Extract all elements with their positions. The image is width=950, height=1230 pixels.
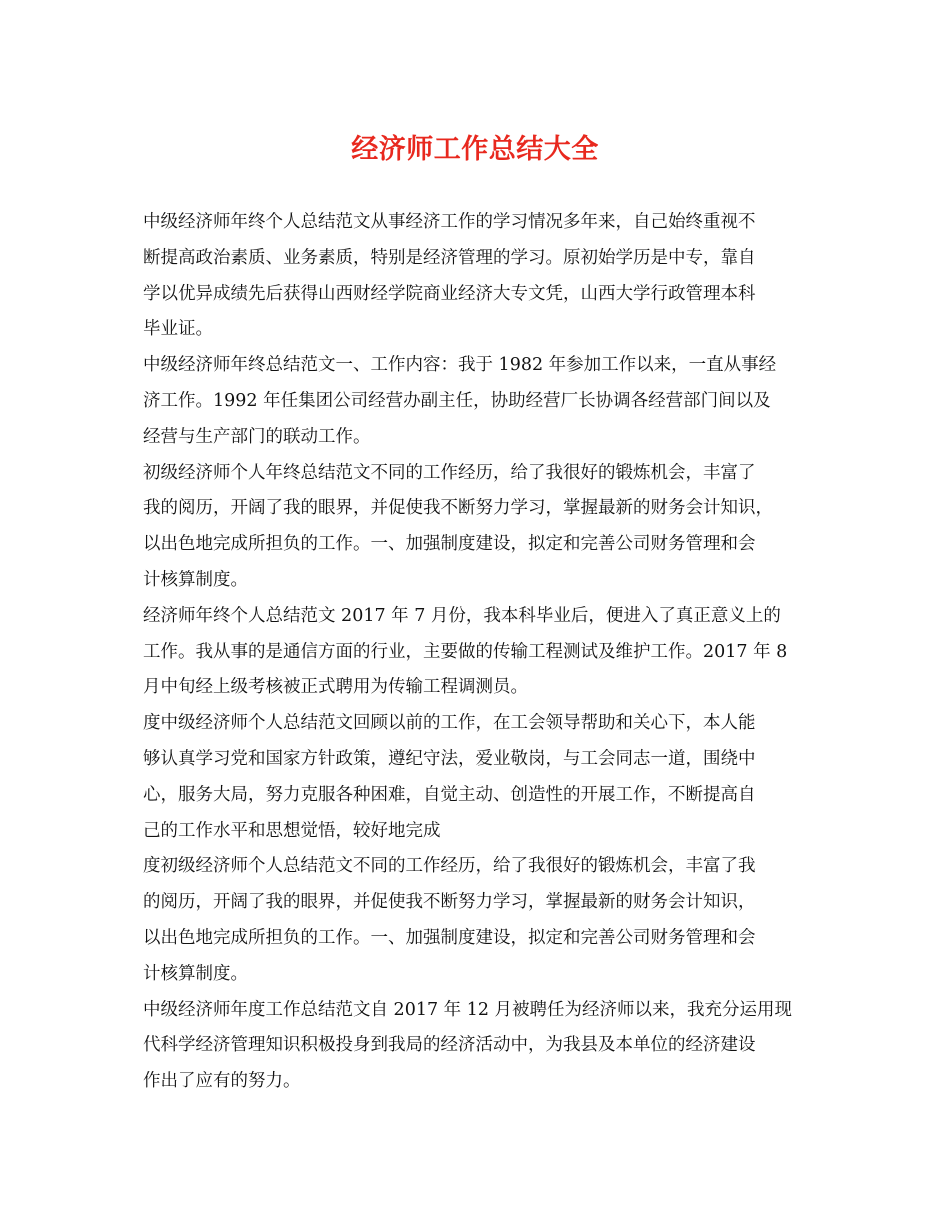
body-line: 经济师年终个人总结范文 2017 年 7 月份，我本科毕业后，便进入了真正意义上的 <box>143 605 781 626</box>
body-line: 断提高政治素质、业务素质，特别是经济管理的学习。原初始学历是中专，靠自 <box>143 247 756 268</box>
body-line: 学以优异成绩先后获得山西财经学院商业经济大专文凭，山西大学行政管理本科 <box>143 283 756 304</box>
body-line: 代科学经济管理知识积极投身到我局的经济活动中，为我县及本单位的经济建设 <box>143 1035 756 1056</box>
document-body <box>143 205 811 1100</box>
body-line: 工作。我从事的是通信方面的行业，主要做的传输工程测试及维护工作。2017 年 8 <box>143 641 788 662</box>
body-line: 度中级经济师个人总结范文回顾以前的工作，在工会领导帮助和关心下，本人能 <box>143 713 756 734</box>
body-line: 心，服务大局，努力克服各种困难，自觉主动、创造性的开展工作，不断提高自 <box>143 784 756 805</box>
body-line: 中级经济师年度工作总结范文自 2017 年 12 月被聘任为经济师以来，我充分运用现 <box>143 999 793 1020</box>
body-line: 的阅历，开阔了我的眼界，并促使我不断努力学习，掌握最新的财务会计知识， <box>143 892 756 913</box>
body-line: 以出色地完成所担负的工作。一、加强制度建设，拟定和完善公司财务管理和会 <box>143 534 756 555</box>
body-line: 够认真学习党和国家方针政策，遵纪守法，爱业敬岗，与工会同志一道，围绕中 <box>143 748 756 769</box>
body-line: 以出色地完成所担负的工作。一、加强制度建设，拟定和完善公司财务管理和会 <box>143 927 756 948</box>
body-line: 作出了应有的努力。 <box>143 1071 301 1092</box>
body-line: 济工作。1992 年任集团公司经营办副主任，协助经营厂长协调各经营部门间以及 <box>143 390 771 411</box>
body-line: 中级经济师年终个人总结范文从事经济工作的学习情况多年来，自己始终重视不 <box>143 212 756 232</box>
body-line: 度初级经济师个人总结范文不同的工作经历，给了我很好的锻炼机会，丰富了我 <box>143 856 756 877</box>
body-line: 月中旬经上级考核被正式聘用为传输工程调测员。 <box>143 677 528 698</box>
body-line: 己的工作水平和思想觉悟，较好地完成 <box>143 820 441 841</box>
body-line: 毕业证。 <box>143 319 213 340</box>
document-title: 经济师工作总结大全 <box>351 134 599 165</box>
body-line: 中级经济师年终总结范文一、工作内容：我于 1982 年参加工作以来，一直从事经 <box>143 355 777 376</box>
body-line: 计核算制度。 <box>143 963 248 984</box>
body-line: 初级经济师个人年终总结范文不同的工作经历，给了我很好的锻炼机会，丰富了 <box>143 462 756 483</box>
body-line: 计核算制度。 <box>143 569 248 590</box>
body-line: 经营与生产部门的联动工作。 <box>143 426 371 447</box>
body-line: 我的阅历，开阔了我的眼界，并促使我不断努力学习，掌握最新的财务会计知识， <box>143 498 773 519</box>
